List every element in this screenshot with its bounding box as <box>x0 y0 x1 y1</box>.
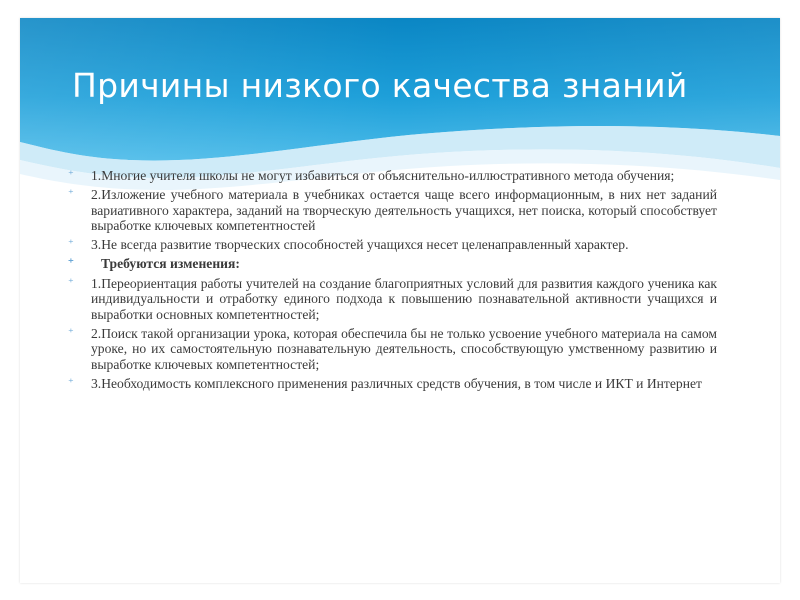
bullet-list <box>65 168 717 395</box>
slide <box>20 18 780 583</box>
bullet-icon: ⁺ <box>68 377 74 390</box>
bullet-icon: ⁺ <box>68 326 74 339</box>
list-item <box>65 326 717 373</box>
bullet-icon: ⁺ <box>68 188 74 201</box>
list-item <box>65 276 717 323</box>
list-item <box>65 376 717 392</box>
bullet-icon: ⁺ <box>68 276 74 289</box>
bullet-icon: ⁺ <box>68 238 74 251</box>
list-item-text: 3.Не всегда развитие творческих способностей учащихся несет целенаправленный характер. <box>91 237 629 253</box>
list-item <box>65 187 717 234</box>
list-item-text: 2.Поиск такой организации урока, которая обеспечила бы не только усвоение учебного материала на самом уроке, но их самостоятельную познавательную деятельность, способствующую умственному развитию и выработке ключевых компетентностей; <box>91 325 717 373</box>
list-item <box>65 237 717 253</box>
slide-title: Причины низкого качества знаний <box>72 66 688 105</box>
bullet-icon: ⁺ <box>68 257 74 270</box>
list-item-text: 3.Необходимость комплексного применения различных средств обучения, в том числе и ИКТ и Интернет <box>91 376 702 392</box>
list-item-heading <box>65 256 717 272</box>
list-item-text: 1.Переориентация работы учителей на создание благоприятных условий для развития каждого ученика как индивидуальности и отработку единого подхода к повышению познавательной активности учащихся и выработки основных компетентностей; <box>91 275 717 322</box>
list-item-text: 2.Изложение учебного материала в учебниках остается чаще всего информационным, в них нет заданий вариативного характера, заданий на творческую деятельность учащихся, нет поиска, который способствует выработке ключевых компетентностей <box>91 187 717 234</box>
list-item <box>65 168 717 184</box>
list-item-text: 1.Многие учителя школы не могут избавиться от объяснительно-иллюстративного метода обучения; <box>91 168 675 183</box>
bullet-icon: ⁺ <box>68 169 74 181</box>
list-item-text: Требуются изменения: <box>101 256 240 272</box>
